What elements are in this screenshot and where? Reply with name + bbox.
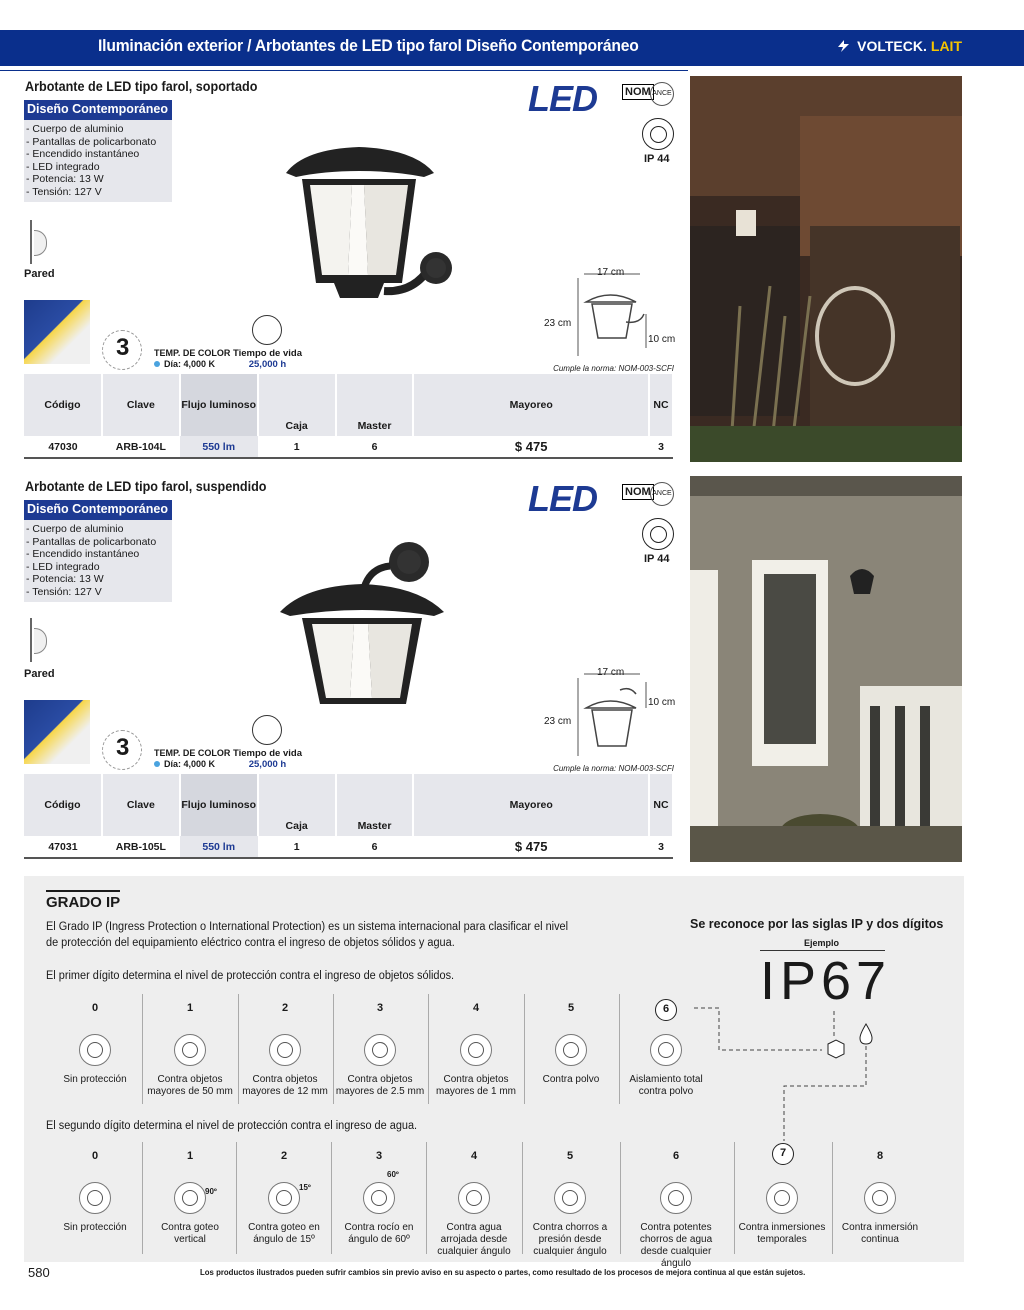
lifetime-value: 25,000 h xyxy=(248,759,287,770)
brand-name: VOLTECK. xyxy=(857,38,927,54)
water-item: Contra inmersiones temporales xyxy=(736,1150,828,1246)
feature-item: - Cuerpo de aluminio xyxy=(26,523,170,536)
divider xyxy=(426,1142,427,1254)
cell-mayoreo: $ 475 xyxy=(413,436,649,458)
cell-codigo: 47030 xyxy=(24,436,102,458)
cell-master: 6 xyxy=(336,836,414,858)
divider xyxy=(142,1142,143,1254)
cell-nc: 3 xyxy=(649,836,673,858)
cell-clave: ARB-104L xyxy=(102,436,180,458)
first-digit-text: El primer dígito determina el nivel de protección contra el ingreso de objetos sólidos. xyxy=(46,970,455,982)
cell-caja: 1 xyxy=(258,836,336,858)
example-code: IP67 xyxy=(760,951,892,1011)
product-box-image xyxy=(24,700,90,764)
clock-icon xyxy=(252,715,282,745)
ip-rating-icon xyxy=(642,518,674,550)
second-digit-text: El segundo dígito determina el nivel de protección contra el ingreso de agua. xyxy=(46,1120,418,1132)
wall-mount-icon xyxy=(30,618,52,662)
divider xyxy=(236,1142,237,1254)
feature-item: - LED integrado xyxy=(26,561,170,574)
lifetime-label: Tiempo de vida xyxy=(233,348,302,359)
water-step-circle: 7 xyxy=(772,1143,794,1165)
solid-item: 0 Sin protección xyxy=(63,1002,127,1085)
product-section-1 xyxy=(22,78,678,468)
dim-depth: 10 cm xyxy=(648,334,676,345)
water-item: 2 Contra goteo en ángulo de 15º xyxy=(248,1150,320,1245)
feature-item: - Encendido instantáneo xyxy=(26,148,170,161)
daylight-dot-icon xyxy=(154,761,160,767)
feature-item: - Tensión: 127 V xyxy=(26,586,170,599)
lifestyle-photo-1 xyxy=(690,76,962,462)
design-label: Diseño Contemporáneo xyxy=(24,100,172,120)
product-title: Arbotante de LED tipo farol, soportado xyxy=(25,78,258,94)
table-row xyxy=(24,436,673,458)
ip-intro-2: de protección del equipamiento eléctrico contra el ingreso de objetos sólidos y agua. xyxy=(46,937,455,949)
th-caja: Caja xyxy=(258,774,336,836)
lifetime-label: Tiempo de vida xyxy=(233,748,302,759)
divider xyxy=(331,1142,332,1254)
ance-logo: ANCE xyxy=(650,82,674,106)
norma-note: Cumple la norma: NOM-003-SCFI xyxy=(553,764,674,773)
ance-logo: ANCE xyxy=(650,482,674,506)
norma-note: Cumple la norma: NOM-003-SCFI xyxy=(553,364,674,373)
solid-step-circle: 6 xyxy=(655,999,677,1021)
lifetime xyxy=(233,748,302,770)
color-temperature xyxy=(154,748,230,770)
th-mayoreo: Mayoreo xyxy=(413,774,649,836)
bolt-icon xyxy=(835,39,853,53)
dim-depth: 10 cm xyxy=(648,697,676,708)
product-title: Arbotante de LED tipo farol, suspendido xyxy=(25,478,267,494)
water-item: 6 Contra potentes chorros de agua desde cualquier ángulo xyxy=(639,1150,713,1269)
ip-rating-icon xyxy=(642,118,674,150)
color-temperature xyxy=(154,348,230,370)
brand-sub: LAIT xyxy=(930,38,962,54)
water-item: 4 Contra agua arrojada desde cualquier ángulo xyxy=(437,1150,511,1257)
cell-clave: ARB-105L xyxy=(102,836,180,858)
angle-label: 60º xyxy=(387,1170,399,1179)
ip-intro-1: El Grado IP (Ingress Protection o International Protection) es un sistema internacional para clasificar el nivel xyxy=(46,921,569,933)
wall-mount-icon xyxy=(30,220,52,264)
solid-item: Aislamiento total contra polvo xyxy=(620,1002,712,1098)
divider xyxy=(142,994,143,1104)
water-item: 5 Contra chorros a presión desde cualquier ángulo xyxy=(532,1150,608,1257)
feature-item: - Potencia: 13 W xyxy=(26,573,170,586)
feature-item: - Potencia: 13 W xyxy=(26,173,170,186)
warranty-years: 3 xyxy=(116,334,130,361)
th-master: Master xyxy=(336,774,414,836)
nom-logo: NOM xyxy=(622,484,654,500)
recognize-text: Se reconoce por las siglas IP y dos dígitos xyxy=(690,917,944,931)
cell-nc: 3 xyxy=(649,436,673,458)
color-temp-value: Día: 4,000 K xyxy=(164,359,216,369)
features-box xyxy=(24,500,172,602)
led-logo: LED xyxy=(528,478,597,519)
table-row xyxy=(24,836,673,858)
dimension-drawing xyxy=(570,668,680,763)
water-item: 3 Contra rocío en ángulo de 60º xyxy=(344,1150,414,1245)
color-temp-label: TEMP. DE COLOR xyxy=(154,748,231,758)
th-nc: NC xyxy=(649,374,673,436)
dim-width: 17 cm xyxy=(597,267,625,278)
cell-flujo: 550 lm xyxy=(180,836,258,858)
color-temp-label: TEMP. DE COLOR xyxy=(154,348,231,358)
led-logo: LED xyxy=(528,78,597,119)
feature-list xyxy=(24,520,172,602)
feature-item: - LED integrado xyxy=(26,161,170,174)
example-label: Ejemplo xyxy=(804,938,840,948)
product-table xyxy=(24,374,674,459)
product-section-2 xyxy=(22,478,678,868)
lamp-supported-image xyxy=(274,143,454,318)
cell-codigo: 47031 xyxy=(24,836,102,858)
lamp-suspended-image xyxy=(274,538,454,713)
water-item: 1 Contra goteo vertical xyxy=(161,1150,219,1245)
lifestyle-photo-2 xyxy=(690,476,962,862)
th-clave: Clave xyxy=(102,374,180,436)
th-nc: NC xyxy=(649,774,673,836)
dim-width: 17 cm xyxy=(597,667,625,678)
footer-note: Los productos ilustrados pueden sufrir cambios sin previo aviso en su aspecto o partes, como resultado de los procesos de mejora continua al que están sujetos. xyxy=(200,1267,806,1277)
solid-item: 2 Contra objetos mayores de 12 mm xyxy=(242,1002,328,1097)
cell-master: 6 xyxy=(336,436,414,458)
divider xyxy=(832,1142,833,1254)
th-master: Master xyxy=(336,374,414,436)
dim-height: 23 cm xyxy=(544,716,572,727)
cell-caja: 1 xyxy=(258,436,336,458)
color-temp-value: Día: 4,000 K xyxy=(164,759,216,769)
design-label: Diseño Contemporáneo xyxy=(24,500,172,520)
th-codigo: Código xyxy=(24,374,102,436)
water-item: 8 Contra inmersión continua xyxy=(841,1150,919,1245)
nom-logo: NOM xyxy=(622,84,654,100)
feature-item: - Encendido instantáneo xyxy=(26,548,170,561)
lifetime xyxy=(233,348,302,370)
page-number: 580 xyxy=(28,1265,50,1280)
angle-label: 90º xyxy=(205,1187,217,1196)
ip-grade-section xyxy=(24,876,964,1269)
feature-item: - Tensión: 127 V xyxy=(26,186,170,199)
water-item: 0 Sin protección xyxy=(63,1150,127,1233)
page-title: Iluminación exterior / Arbotantes de LED tipo farol Diseño Contemporáneo xyxy=(98,36,639,55)
th-flujo: Flujo luminoso xyxy=(180,774,258,836)
feature-item: - Cuerpo de aluminio xyxy=(26,123,170,136)
ip-rating-label: IP 44 xyxy=(644,153,670,165)
mount-label: Pared xyxy=(24,268,55,280)
brand-logo xyxy=(835,38,962,54)
divider xyxy=(522,1142,523,1254)
th-mayoreo: Mayoreo xyxy=(413,374,649,436)
mount-label: Pared xyxy=(24,668,55,680)
dim-height: 23 cm xyxy=(544,318,572,329)
product-table xyxy=(24,774,674,859)
solid-item: 4 Contra objetos mayores de 1 mm xyxy=(435,1002,517,1097)
header-rule xyxy=(0,70,688,71)
cell-mayoreo: $ 475 xyxy=(413,836,649,858)
lifetime-value: 25,000 h xyxy=(248,359,287,370)
feature-item: - Pantallas de policarbonato xyxy=(26,136,170,149)
clock-icon xyxy=(252,315,282,345)
th-codigo: Código xyxy=(24,774,102,836)
feature-list xyxy=(24,120,172,202)
cell-flujo: 550 lm xyxy=(180,436,258,458)
product-box-image xyxy=(24,300,90,364)
feature-item: - Pantallas de policarbonato xyxy=(26,536,170,549)
th-clave: Clave xyxy=(102,774,180,836)
daylight-dot-icon xyxy=(154,361,160,367)
divider xyxy=(734,1142,735,1254)
divider xyxy=(620,1142,621,1254)
solid-item: 5 Contra polvo xyxy=(542,1002,600,1085)
th-caja: Caja xyxy=(258,374,336,436)
solid-item: 3 Contra objetos mayores de 2.5 mm xyxy=(335,1002,425,1097)
dimension-drawing xyxy=(570,268,680,363)
warranty-years: 3 xyxy=(116,734,130,761)
features-box xyxy=(24,100,172,202)
page-header xyxy=(0,30,1024,66)
ip-section-title: GRADO IP xyxy=(46,890,120,911)
ip-rating-label: IP 44 xyxy=(644,553,670,565)
angle-label: 15º xyxy=(299,1183,311,1192)
divider xyxy=(428,994,429,1104)
th-flujo: Flujo luminoso xyxy=(180,374,258,436)
solid-item: 1 Contra objetos mayores de 50 mm xyxy=(147,1002,233,1097)
